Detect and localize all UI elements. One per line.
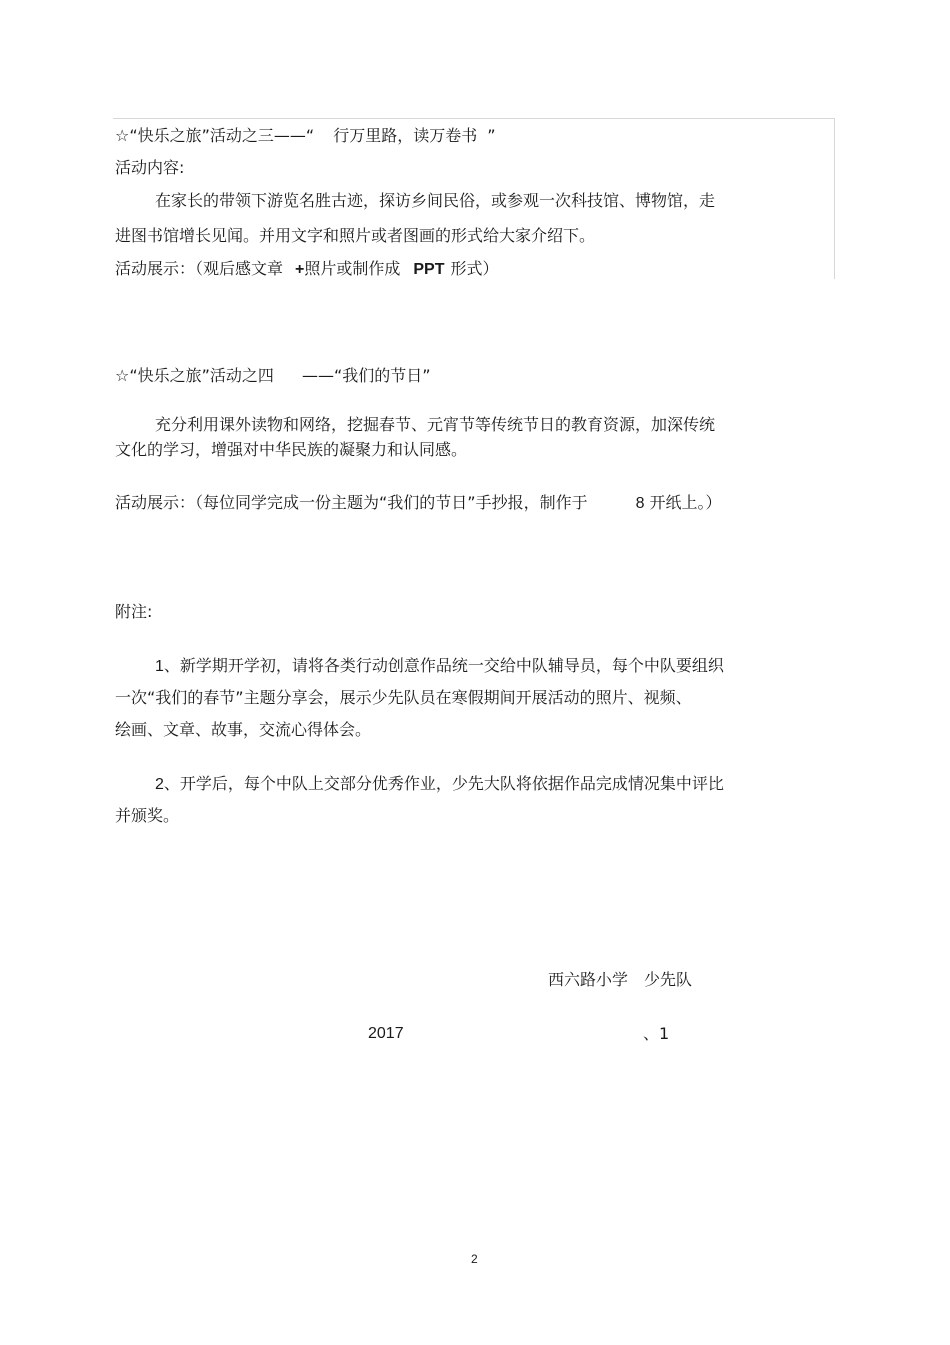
- activity-four-title: [115, 366, 431, 386]
- activity-four-content-line1: 充分利用课外读物和网络，挖掘春节、元宵节等传统节日的教育资源，加深传统: [155, 415, 716, 434]
- note-one-line3: 绘画、文章、故事，交流心得体会。: [115, 720, 372, 739]
- signature-date-tail: 、1: [643, 1024, 670, 1043]
- activity-three-show: [115, 259, 499, 280]
- activity-three-content-label: 活动内容:: [115, 158, 185, 177]
- note-two-line1-text: 、开学后，每个中队上交部分优秀作业，少先大队将依据作品完成情况集中评比: [163, 774, 724, 793]
- activity-four-content-line2: 文化的学习，增强对中华民族的凝聚力和认同感。: [115, 440, 468, 459]
- activity-three-content-line1: 在家长的带领下游览名胜古迹，探访乡间民俗，或参观一次科技馆、博物馆，走: [155, 191, 716, 210]
- activity-three-title-close-quote: ”: [487, 126, 496, 145]
- activity-four-show: [115, 493, 722, 514]
- signature-organization: 西六路小学 少先队: [548, 970, 693, 989]
- note-two-number: 2: [155, 776, 164, 793]
- activity-three-content-line2: 进图书馆增长见闻。并用文字和照片或者图画的形式给大家介绍下。: [115, 226, 596, 245]
- activity-four-show-number: 8: [635, 495, 645, 512]
- note-one-line1: [155, 656, 724, 677]
- activity-three-show-middle: 照片或制作成: [304, 259, 401, 278]
- activity-three-title-theme: 行万里路，读万卷书: [333, 126, 478, 145]
- activity-four-title-prefix: ☆“快乐之旅”活动之四: [115, 366, 274, 385]
- note-two-line1: [155, 774, 724, 795]
- activity-three-title: [115, 126, 496, 146]
- signature-year: 2017: [368, 1025, 404, 1042]
- note-two-line2: 并颁奖。: [115, 806, 180, 825]
- notes-label: 附注:: [115, 602, 153, 621]
- activity-three-show-prefix: 活动展示：（观后感文章: [115, 259, 284, 278]
- note-one-line1-text: 、新学期开学初，请将各类行动创意作品统一交给中队辅导员，每个中队要组织: [163, 656, 724, 675]
- activity-four-title-theme: ——“我们的节日”: [301, 366, 431, 385]
- page-number: 2: [471, 1252, 478, 1266]
- activity-four-show-text: 活动展示：（每位同学完成一份主题为“我们的节日”手抄报，制作于: [115, 493, 588, 512]
- activity-three-show-ppt: PPT: [413, 261, 445, 278]
- activity-three-title-prefix: ☆“快乐之旅”活动之三——“: [115, 126, 315, 145]
- note-one-line2: 一次“我们的春节”主题分享会，展示少先队员在寒假期间开展活动的照片、视频、: [115, 688, 692, 707]
- activity-four-show-suffix: 开纸上。）: [649, 493, 722, 512]
- activity-three-show-plus: +: [295, 261, 305, 278]
- activity-three-show-suffix: 形式）: [450, 259, 499, 278]
- note-one-number: 1: [155, 658, 164, 675]
